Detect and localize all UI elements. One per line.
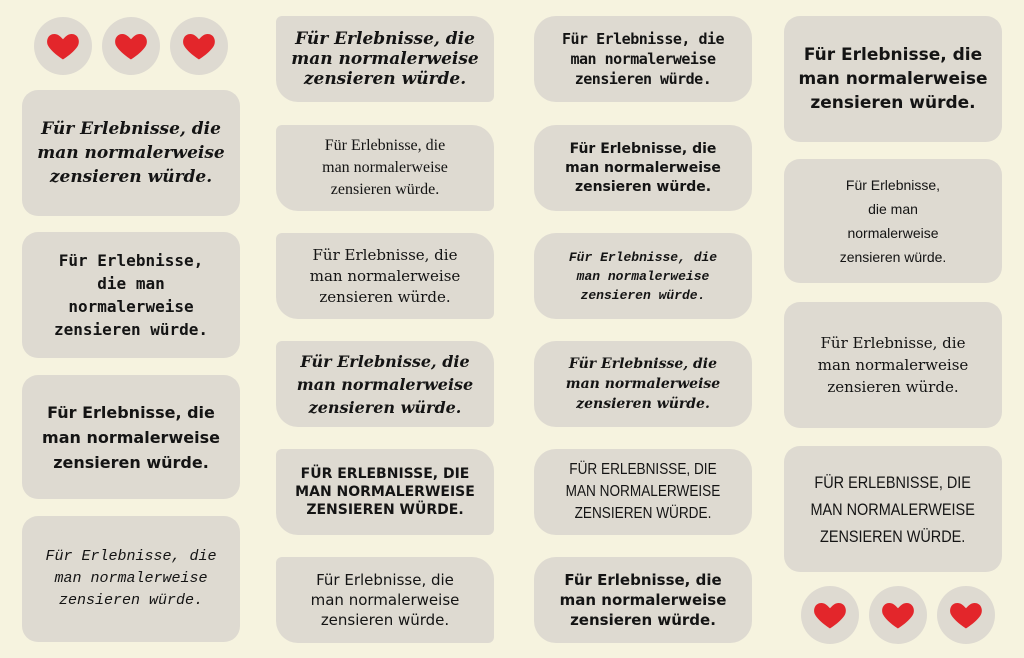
- label-text: Für Erlebnisse, die man normalerweise zensieren würde.: [839, 177, 947, 265]
- heart-badge: [801, 586, 859, 644]
- label-text: Für Erlebnisse, die man normalerweise zensieren würde.: [296, 351, 474, 417]
- label-text: Für Erlebnisse, die man normalerweise zensieren würde.: [798, 45, 988, 113]
- label-card: [22, 90, 240, 216]
- heart-icon: [812, 597, 848, 633]
- label-card: [534, 233, 752, 319]
- label-text: Für Erlebnisse, die man normalerweise zensieren würde.: [37, 119, 225, 187]
- label-text: Für Erlebnisse, die man normalerweise zensieren würde.: [817, 334, 969, 396]
- label-card: [276, 449, 494, 535]
- label-card: [534, 125, 752, 211]
- label-text: Für Erlebnisse, die man normalerweise zensieren würde.: [291, 29, 479, 89]
- label-card: [534, 16, 752, 102]
- heart-icon: [880, 597, 916, 633]
- label-card: [534, 341, 752, 427]
- label-card: [784, 302, 1002, 428]
- heart-icon: [948, 597, 984, 633]
- label-text: Für Erlebnisse, die man normalerweise zensieren würde.: [310, 571, 460, 629]
- label-card: [22, 232, 240, 358]
- label-card: [276, 341, 494, 427]
- label-card: [784, 159, 1002, 283]
- heart-badge: [869, 586, 927, 644]
- label-text: Für Erlebnisse, die man normalerweise zensieren würde.: [568, 249, 718, 303]
- label-text: FÜR ERLEBNISSE, DIE MAN NORMALERWEISE ZENSIEREN WÜRDE.: [565, 461, 721, 522]
- label-card: [276, 233, 494, 319]
- heart-icon: [181, 28, 217, 64]
- heart-icon: [113, 28, 149, 64]
- label-text: Für Erlebnisse, die man normalerweise zensieren würde.: [559, 571, 727, 629]
- label-card: [276, 557, 494, 643]
- label-card: [784, 446, 1002, 572]
- label-card: [276, 16, 494, 102]
- label-text: Für Erlebnisse, die man normalerweise zensieren würde.: [565, 356, 721, 412]
- label-text: Für Erlebnisse, die man normalerweise zensieren würde.: [309, 245, 461, 306]
- label-card: [534, 449, 752, 535]
- label-card: [22, 516, 240, 642]
- label-text: FÜR ERLEBNISSE, DIE MAN NORMALERWEISE ZENSIEREN WÜRDE.: [295, 466, 475, 518]
- label-text: Für Erlebnisse, die man normalerweise zensieren würde.: [322, 137, 448, 198]
- label-text: Für Erlebnisse, die man normalerweise zensieren würde.: [561, 30, 725, 88]
- label-text: Für Erlebnisse, die man normalerweise zensieren würde.: [45, 548, 217, 609]
- heart-icon: [45, 28, 81, 64]
- heart-badge: [170, 17, 228, 75]
- label-text: Für Erlebnisse, die man normalerweise zensieren würde.: [53, 251, 209, 339]
- label-card: [22, 375, 240, 499]
- label-card: [276, 125, 494, 211]
- heart-badge: [34, 17, 92, 75]
- label-text: Für Erlebnisse, die man normalerweise zensieren würde.: [42, 402, 220, 472]
- label-text: FÜR ERLEBNISSE, DIE MAN NORMALERWEISE ZENSIEREN WÜRDE.: [810, 472, 976, 546]
- label-text: Für Erlebnisse, die man normalerweise zensieren würde.: [565, 140, 721, 195]
- heart-badge: [102, 17, 160, 75]
- label-card: [534, 557, 752, 643]
- label-card: [784, 16, 1002, 142]
- heart-badge: [937, 586, 995, 644]
